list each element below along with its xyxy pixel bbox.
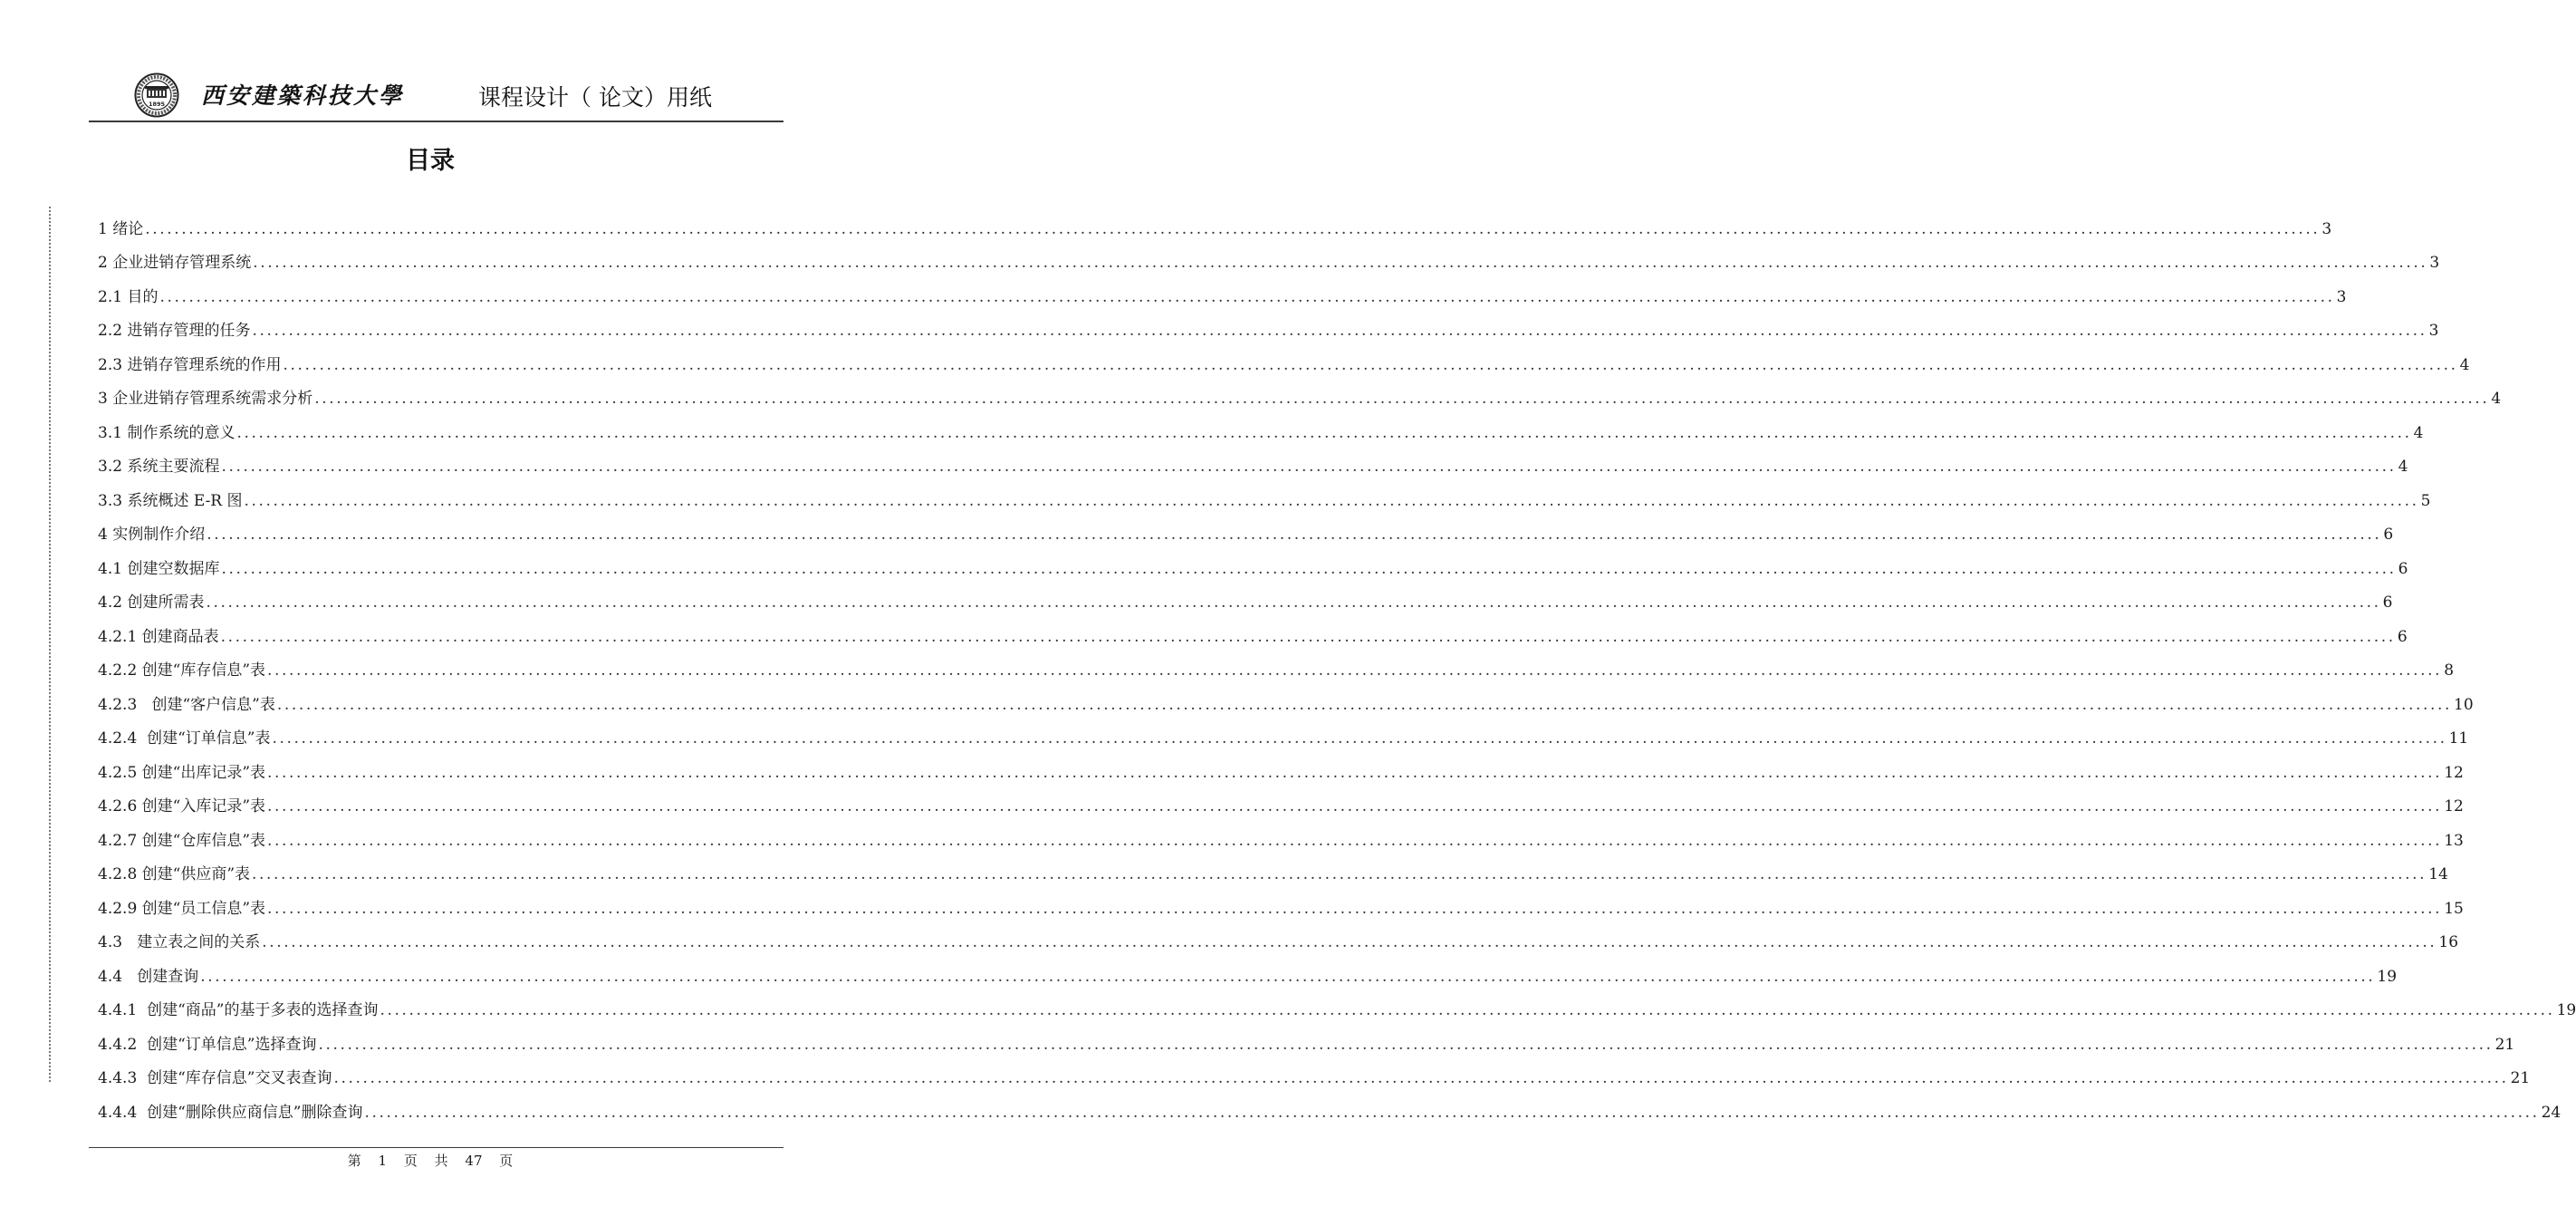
toc-entry-title: 4.3 建立表之间的关系 — [98, 933, 261, 951]
toc-entry-page: 3 — [2429, 254, 2440, 272]
toc-dot-leader: ............................................................................................................................................................................................................................................................................................................ — [267, 763, 2443, 782]
toc-dot-leader: ............................................................................................................................................................................................................................................................................................................ — [267, 831, 2443, 850]
toc-entry-title: 2.2 进销存管理的任务 — [98, 322, 251, 340]
toc-entry-title: 4.4.4 创建“删除供应商信息”删除查询 — [98, 1103, 363, 1122]
binding-dotted-line — [49, 207, 51, 1082]
footer-label-ye: 页 — [403, 1153, 418, 1169]
toc-entry-title: 3.1 制作系统的意义 — [98, 423, 235, 442]
toc-entry-page: 8 — [2444, 661, 2455, 680]
toc-entry[interactable] — [98, 581, 2393, 615]
university-seal-icon — [134, 72, 179, 118]
toc-entry-title: 4.4.3 创建“库存信息”交叉表查询 — [98, 1069, 332, 1087]
toc-dot-leader: ............................................................................................................................................................................................................................................................................................................ — [236, 423, 2412, 442]
table-of-contents — [98, 207, 2576, 1124]
toc-entry-title: 3.3 系统概述 E-R 图 — [98, 491, 243, 510]
footer-label-di: 第 — [347, 1153, 361, 1169]
toc-dot-leader: ............................................................................................................................................................................................................................................................................................................ — [221, 559, 2397, 578]
toc-entry-page: 4 — [2491, 390, 2502, 408]
toc-entry[interactable] — [98, 275, 2347, 309]
toc-entry-title: 4.2.3 创建“客户信息”表 — [98, 695, 275, 714]
toc-entry-page: 13 — [2444, 831, 2464, 850]
toc-entry[interactable] — [98, 478, 2431, 513]
header-rule — [89, 121, 783, 122]
toc-entry[interactable] — [98, 886, 2464, 921]
toc-dot-leader: ............................................................................................................................................................................................................................................................................................................ — [220, 627, 2396, 646]
toc-entry-page: 4 — [2413, 423, 2424, 442]
toc-entry-title: 4.2 创建所需表 — [98, 594, 205, 612]
toc-entry-title: 4.2.7 创建“仓库信息”表 — [98, 831, 266, 850]
toc-dot-leader: ............................................................................................................................................................................................................................................................................................................ — [314, 390, 2490, 408]
toc-entry-title: 4.2.2 创建“库存信息”表 — [98, 661, 266, 680]
toc-entry-title: 4.4.1 创建“商品”的基于多表的选择查询 — [98, 1001, 379, 1019]
toc-entry[interactable] — [98, 241, 2440, 275]
toc-dot-leader: ............................................................................................................................................................................................................................................................................................................ — [221, 458, 2397, 476]
toc-entry[interactable] — [98, 954, 2398, 989]
toc-dot-leader: ............................................................................................................................................................................................................................................................................................................ — [206, 594, 2381, 612]
toc-entry-page: 12 — [2444, 763, 2464, 782]
toc-entry[interactable] — [98, 853, 2448, 887]
toc-entry-title: 4.1 创建空数据库 — [98, 559, 220, 578]
toc-dot-leader: ............................................................................................................................................................................................................................................................................................................ — [207, 526, 2382, 544]
toc-entry[interactable] — [98, 343, 2470, 377]
toc-entry-page: 6 — [2383, 526, 2394, 544]
footer-total-pages: 47 — [465, 1153, 483, 1169]
toc-entry[interactable] — [98, 649, 2455, 683]
toc-dot-leader: ............................................................................................................................................................................................................................................................................................................ — [267, 661, 2443, 680]
toc-dot-leader: ............................................................................................................................................................................................................................................................................................................ — [272, 729, 2447, 748]
toc-entry-page: 21 — [2510, 1069, 2531, 1087]
toc-entry-page: 10 — [2454, 695, 2474, 714]
toc-dot-leader: ............................................................................................................................................................................................................................................................................................................ — [333, 1069, 2509, 1087]
toc-dot-leader: ............................................................................................................................................................................................................................................................................................................ — [364, 1103, 2540, 1122]
toc-dot-leader: ............................................................................................................................................................................................................................................................................................................ — [267, 899, 2443, 918]
toc-entry-title: 4.2.5 创建“出库记录”表 — [98, 763, 266, 782]
toc-entry-title: 3 企业进销存管理系统需求分析 — [98, 390, 313, 408]
toc-entry-title: 4.4.2 创建“订单信息”选择查询 — [98, 1035, 317, 1054]
toc-entry[interactable] — [98, 818, 2464, 853]
page-header — [134, 69, 750, 123]
footer-rule — [89, 1147, 783, 1148]
toc-entry-page: 4 — [2459, 355, 2470, 374]
toc-title: 目录 — [406, 147, 455, 175]
toc-entry[interactable] — [98, 717, 2469, 751]
toc-dot-leader: ............................................................................................................................................................................................................................................................................................................ — [276, 695, 2452, 714]
toc-entry-title: 4.2.4 创建“订单信息”表 — [98, 729, 271, 748]
toc-entry-page: 4 — [2398, 458, 2408, 476]
footer-label-ye2: 页 — [499, 1153, 514, 1169]
toc-entry-page: 15 — [2444, 899, 2464, 918]
toc-entry-page: 3 — [2428, 322, 2439, 340]
toc-entry-title: 3.2 系统主要流程 — [98, 458, 220, 476]
toc-entry[interactable] — [98, 682, 2474, 717]
footer-current-page: 1 — [378, 1153, 388, 1169]
toc-dot-leader: ............................................................................................................................................................................................................................................................................................................ — [252, 865, 2427, 883]
toc-entry[interactable] — [98, 1057, 2531, 1091]
toc-entry-title: 2.1 目的 — [98, 287, 159, 306]
svg-text:1895: 1895 — [148, 101, 166, 108]
toc-entry-title: 4 实例制作介绍 — [98, 526, 206, 544]
toc-entry-page: 6 — [2397, 627, 2408, 646]
toc-entry-title: 4.2.1 创建商品表 — [98, 627, 219, 646]
toc-entry-page: 6 — [2382, 594, 2393, 612]
toc-entry[interactable] — [98, 546, 2408, 581]
toc-entry[interactable] — [98, 445, 2408, 479]
toc-entry-title: 4.2.6 创建“入库记录”表 — [98, 797, 266, 815]
toc-entry[interactable] — [98, 410, 2424, 445]
toc-entry-title: 2.3 进销存管理系统的作用 — [98, 355, 282, 374]
toc-dot-leader: ............................................................................................................................................................................................................................................................................................................ — [145, 219, 2321, 238]
toc-entry-title: 4.4 创建查询 — [98, 967, 199, 986]
toc-entry[interactable] — [98, 750, 2464, 785]
toc-entry-page: 6 — [2398, 559, 2408, 578]
toc-entry-page: 16 — [2438, 933, 2459, 951]
university-name: 西安建築科技大學 — [201, 82, 405, 109]
toc-entry-page: 5 — [2420, 491, 2431, 510]
toc-dot-leader: ............................................................................................................................................................................................................................................................................................................ — [252, 322, 2427, 340]
toc-entry-title: 2 企业进销存管理系统 — [98, 254, 252, 272]
footer-label-gong: 共 — [434, 1153, 448, 1169]
toc-entry-page: 11 — [2448, 729, 2469, 748]
toc-entry[interactable] — [98, 785, 2464, 819]
toc-entry[interactable] — [98, 921, 2459, 955]
toc-entry[interactable] — [98, 377, 2502, 411]
toc-entry-page: 19 — [2556, 1001, 2576, 1019]
toc-entry-page: 12 — [2444, 797, 2464, 815]
toc-entry[interactable] — [98, 989, 2576, 1023]
paper-label: 课程设计（ 论文）用纸 — [478, 84, 712, 111]
toc-dot-leader: ............................................................................................................................................................................................................................................................................................................ — [262, 933, 2437, 951]
page-footer — [0, 1151, 860, 1170]
toc-dot-leader: ............................................................................................................................................................................................................................................................................................................ — [318, 1035, 2494, 1054]
toc-dot-leader: ............................................................................................................................................................................................................................................................................................................ — [200, 967, 2376, 986]
toc-entry[interactable] — [98, 207, 2332, 241]
toc-entry-title: 1 绪论 — [98, 219, 144, 238]
toc-dot-leader: ............................................................................................................................................................................................................................................................................................................ — [283, 355, 2458, 374]
toc-entry-page: 3 — [2321, 219, 2332, 238]
toc-dot-leader: ............................................................................................................................................................................................................................................................................................................ — [267, 797, 2443, 815]
toc-dot-leader: ............................................................................................................................................................................................................................................................................................................ — [253, 254, 2428, 272]
toc-dot-leader: ............................................................................................................................................................................................................................................................................................................ — [244, 491, 2419, 510]
toc-entry-page: 14 — [2428, 865, 2448, 883]
toc-entry[interactable] — [98, 1090, 2562, 1124]
toc-entry-title: 4.2.8 创建“供应商”表 — [98, 865, 251, 883]
toc-entry[interactable] — [98, 309, 2439, 343]
toc-dot-leader: ............................................................................................................................................................................................................................................................................................................ — [159, 287, 2335, 306]
toc-entry[interactable] — [98, 513, 2394, 547]
toc-entry-page: 24 — [2541, 1103, 2562, 1122]
toc-entry-page: 21 — [2494, 1035, 2515, 1054]
toc-entry-page: 3 — [2336, 287, 2347, 306]
toc-entry[interactable] — [98, 1022, 2515, 1057]
toc-dot-leader: ............................................................................................................................................................................................................................................................................................................ — [380, 1001, 2555, 1019]
toc-entry[interactable] — [98, 614, 2408, 649]
toc-entry-title: 4.2.9 创建“员工信息”表 — [98, 899, 266, 918]
toc-entry-page: 19 — [2377, 967, 2398, 986]
